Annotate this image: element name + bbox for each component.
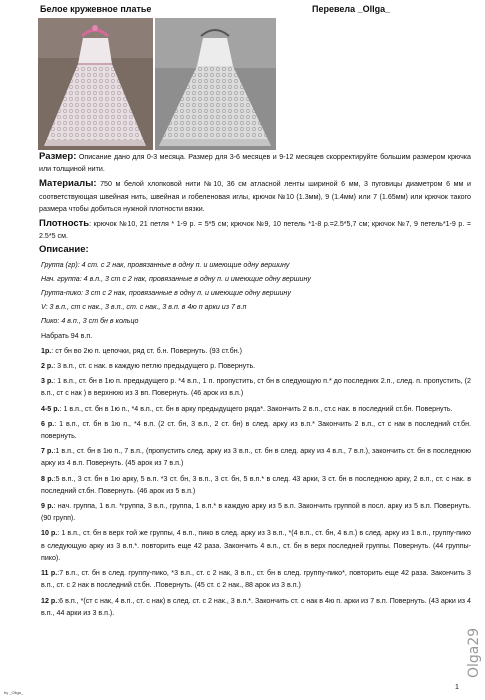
dress-photo-color: [38, 18, 153, 150]
description-heading: Описание:: [39, 244, 89, 256]
materials-text: 750 м белой хлопковой нити №10, 36 см атласной ленты шириной 6 мм, 3 пуговицы диаметром 6 мм и соответствующая швейная нить, швейная и гобеленовая иглы, крючок №10 (1.3мм), 9 (1.4мм) или 7 (1.65мм) или крючок такого размера чтобы добиться нужной плотности вязки.: [39, 180, 471, 213]
document-body: [39, 151, 471, 619]
row-instruction: 2 р.: 3 в.п., ст. с нак. в каждую петлю предыдущего р. Повернуть.: [41, 362, 256, 371]
cast-on: Набрать 94 в.п.: [41, 331, 93, 340]
row-instruction: 7 р.:1 в.п., ст. бн в 1ю п., 7 в.п., (пропустить след. арку из 3 в.п., ст. бн в след. арку из 4 в.п., 7 в.п.), закончить ст. бн в последнюю арку из 4 в.п. Повернуть. (45 арок из 7 в.п.): [41, 447, 471, 468]
density-text: : крючок №10, 21 петля * 1-9 р. = 5*5 см; крючок №9, 10 петель *1-8 р.=2.5*5,7 см; крючок №7, 9 петель*1-9 р. = 2.5*5 см.: [39, 220, 471, 241]
row-instruction: 11 р.:7 в.п., ст. бн в след. группу-пико, *3 в.п., ст. с 2 нак, 3 в.п., ст. бн в след. группу-пико*, повторить еще 42 раза. Закончить 3 в.п., ст. с 2 нак в последний ст.бн. .Повернуть. (45 ст. с 2 нак., 88 арок из 3 в.п.): [41, 569, 471, 590]
row-instruction: 6 р.: 1 в.п., ст. бн в 1ю п., *4 в.п. (2 ст. бн, 3 в.п., 2 ст. бн) в след. арку из в.п.* Закончить 2 в.п., ст с нак в последний ст.бн. повернуть.: [41, 419, 471, 441]
footer-credit: by _Ollga_: [4, 690, 24, 695]
watermark-logo: [462, 600, 484, 680]
definition-item: Нач. группа: 4 в.п., 3 ст с 2 нак, провязанные в одну п. и имеющие одну вершину: [41, 274, 311, 283]
row-instruction: 4-5 р.: 1 в.п., ст. бн в 1ю п., *4 в.п., ст. бн в арку предыдущего ряда*. Закончить 2 в.п., ст.с нак. в последний ст.бн. Повернуть.: [41, 404, 453, 413]
definition-item: Группа (гр): 4 ст. с 2 нак, провязанные в одну п. и имеющие одну вершину: [41, 260, 290, 269]
density-heading: Плотность: [39, 218, 90, 230]
row-instruction: 10 р.: 1 в.п., ст. бн в верх той же группы, 4 в.п., пико в след. арку из 3 в.п., *(4 в.п., ст. бн, 4 в.п.) в след. арку из 1 в.п., группу-пико в следующую арку из 3 в.п.*. повторить еще 42 раза. Закончить 4 в.п., ст. бн в верх последней группы. Повернуть. (44 группы-пико).: [41, 529, 471, 562]
row-instruction: 3 р.: 1 в.п., ст. бн в 1ю п. предыдущего р. *4 в.п., 1 п. пропустить, ст бн в следующую п.* до последних 2.п., след. п. пропустить, (2 в.п., ст с нак ) в верхнюю из 3 вп. Повернуть. (46 арок из в.п.): [41, 377, 471, 398]
definition-item: Пико: 4 в.п., 3 ст бн в кольцо: [41, 317, 139, 326]
page-title: Белое кружевное платье: [40, 4, 152, 14]
row-instruction: 8 р.:5 в.п., 3 ст. бн в 1ю арку, 5 в.п. *3 ст. бн, 3 в.п., 3 ст. бн, 5 в.п.* в след. 43 арки, 3 ст. бн в последнюю арку, 2 в.п., ст. с нак. в последний ст.бн. Повернуть. (46 арок из 5 в.п.): [41, 474, 471, 495]
size-heading: Размер:: [39, 151, 77, 162]
row-instruction: 1р.: ст бн во 2ю п. цепочки, ряд ст. б.н. Повернуть. (93 ст.бн.): [41, 346, 242, 355]
definition-item: V: 3 в.п., ст с нак., 3 в.п., ст. с нак., 3 в.п. в 4ю п арки из 7 в.п: [41, 303, 247, 312]
row-instruction: 9 р.: нач. группа, 1 в.п. *группа, 3 в.п., группа, 1 в.п.* в каждую арку из 5 в.п. Закончить группой в посл. арку из 5 в.п. Повернуть. (90 групп).: [41, 502, 471, 523]
row-instruction: 12 р.:6 в.п., *(ст с нак, 4 в.п., ст. с нак) в след. ст. с 2 нак., 3 в.п.*. Закончить ст. с нак в 4ю п. арки из 7 в.п. Повернуть. (43 арки из 4 в.п., 44 арки из 3 в.п.).: [41, 596, 471, 617]
page-number: 1: [455, 684, 459, 691]
translator-credit: Перевела _Ollga_: [312, 4, 391, 14]
size-text: Описание дано для 0-3 месяца. Размер для 3-6 месяцев и 9-12 месяцев скорректируйте большим размером крючка или толщиной нити.: [39, 153, 471, 174]
materials-heading: Материалы:: [39, 178, 97, 190]
dress-photo-gray: [155, 18, 276, 150]
watermark-text: Olga29: [466, 627, 482, 678]
definition-item: Группа-пико: 3 ст с 2 нак, провязанные в одну п. и имеющие одну вершину: [41, 289, 291, 298]
